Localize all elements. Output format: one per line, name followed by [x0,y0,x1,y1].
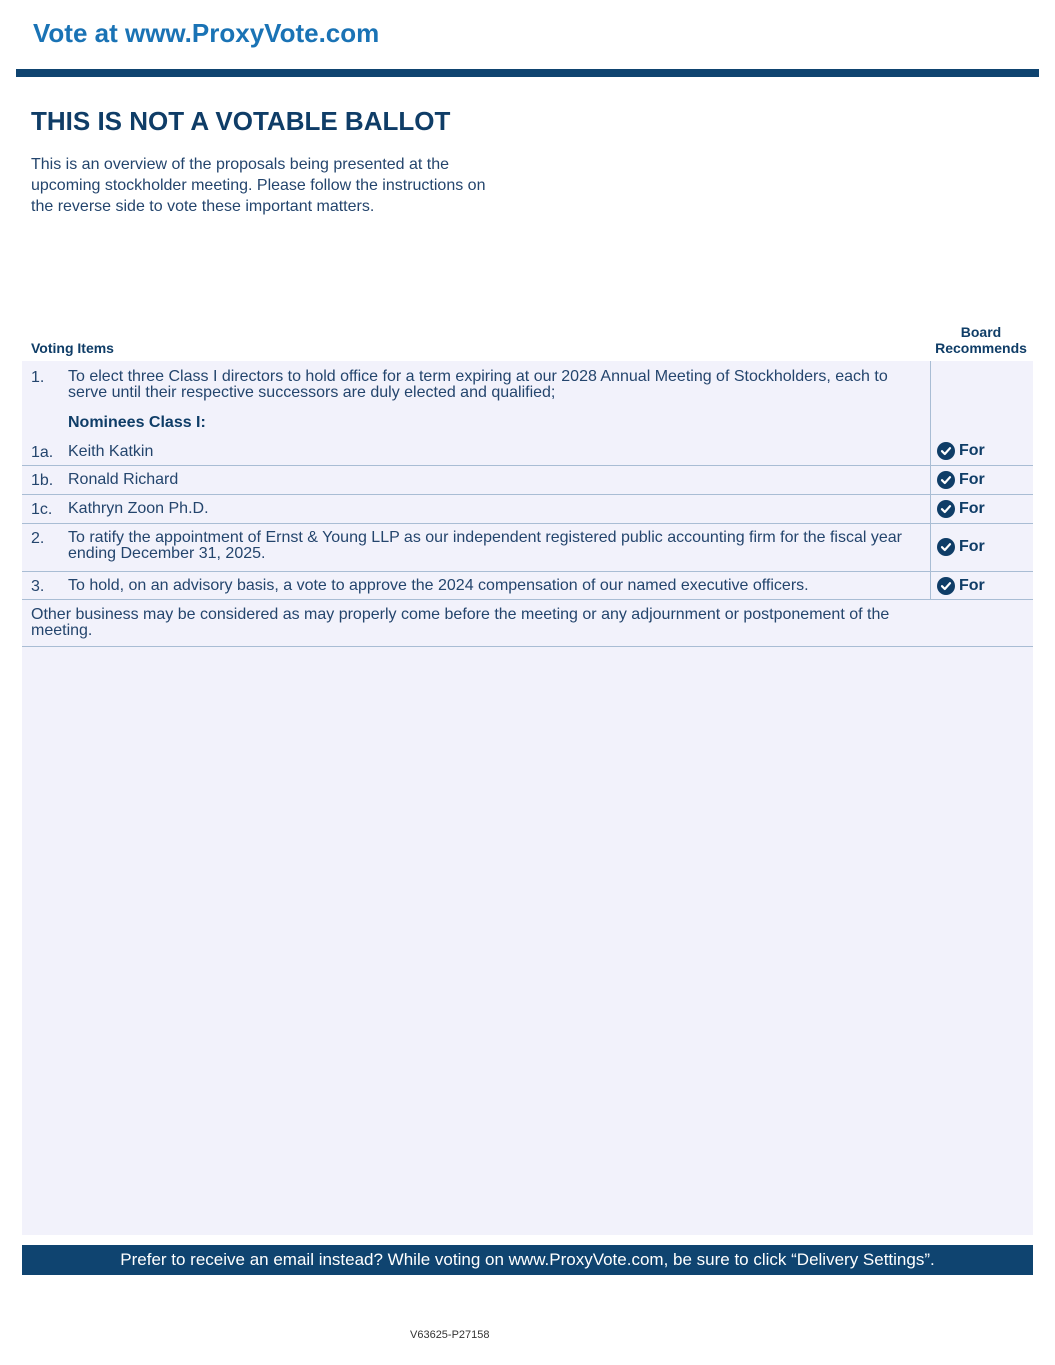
intro-paragraph [31,154,521,217]
nominee-name: Kathryn Zoon Ph.D. [68,500,209,517]
recommendation-for [937,471,985,489]
nominees-heading: Nominees Class I: [68,414,206,431]
item-number: 3. [31,578,45,595]
voting-item-2 [22,524,1033,572]
document-code: V63625-P27158 [410,1329,490,1341]
board-recommends-header [930,324,1032,356]
voting-items-header: Voting Items [31,340,114,356]
voting-item-1 [22,361,1033,466]
board-recommends-line: Recommends [935,340,1027,356]
check-circle-icon [937,577,955,595]
item-text [68,369,926,401]
voting-items-panel [22,361,1033,1235]
item-text-line: ending December 31, 2025. [68,545,266,562]
recommendation-cell [930,572,1033,599]
item-text-line: To elect three Class I directors to hold office for a term expiring at our 2028 Annual Meeting of Stockholders, each to [68,368,888,385]
other-business-line: meeting. [31,622,93,639]
voting-item-3 [22,572,1033,600]
recommendation-for [937,577,985,595]
recommendation-for [937,500,985,518]
board-recommends-line: Board [960,324,1002,340]
intro-line: This is an overview of the proposals being presented at the [31,156,450,173]
recommendation-cell [930,361,1033,465]
item-number: 1b. [31,472,54,489]
recommendation-label: For [959,471,985,488]
other-business-line: Other business may be considered as may properly come before the meeting or any adjournment or postponement of the [31,606,890,623]
recommendation-label: For [959,538,985,555]
check-circle-icon [937,538,955,556]
recommendation-label: For [959,442,985,459]
intro-line: upcoming stockholder meeting. Please follow the instructions on [31,177,486,194]
item-number: 1. [31,369,45,386]
recommendation-for [937,442,985,460]
header-divider [16,69,1039,77]
item-number: 2. [31,530,45,547]
check-circle-icon [937,500,955,518]
voting-item-1c [22,495,1033,524]
recommendation-cell [930,466,1033,494]
item-text [68,530,926,562]
item-number: 1c. [31,501,53,518]
check-circle-icon [937,442,955,460]
item-text-line: serve until their respective successors are duly elected and qualified; [68,384,556,401]
recommendation-cell [930,495,1033,523]
item-text-line: To ratify the appointment of Ernst & Young LLP as our independent registered public accounting firm for the fiscal year [68,529,902,546]
check-circle-icon [937,471,955,489]
nominee-name: Ronald Richard [68,471,179,488]
recommendation-label: For [959,500,985,517]
item-number: 1a. [31,444,54,461]
other-business-row [22,600,1033,647]
recommendation-for [937,538,985,556]
item-text: To hold, on an advisory basis, a vote to approve the 2024 compensation of our named executive officers. [68,577,809,594]
other-business-text [31,607,931,639]
notice-title: THIS IS NOT A VOTABLE BALLOT [31,106,451,136]
nominee-name: Keith Katkin [68,443,154,460]
recommendation-label: For [959,577,985,594]
voting-item-1b [22,466,1033,495]
email-delivery-banner: Prefer to receive an email instead? While voting on www.ProxyVote.com, be sure to click “Delivery Settings”. [22,1245,1033,1275]
recommendation-cell [930,524,1033,571]
intro-line: the reverse side to vote these important matters. [31,198,375,215]
proxyvote-header-link[interactable]: Vote at www.ProxyVote.com [33,18,380,48]
